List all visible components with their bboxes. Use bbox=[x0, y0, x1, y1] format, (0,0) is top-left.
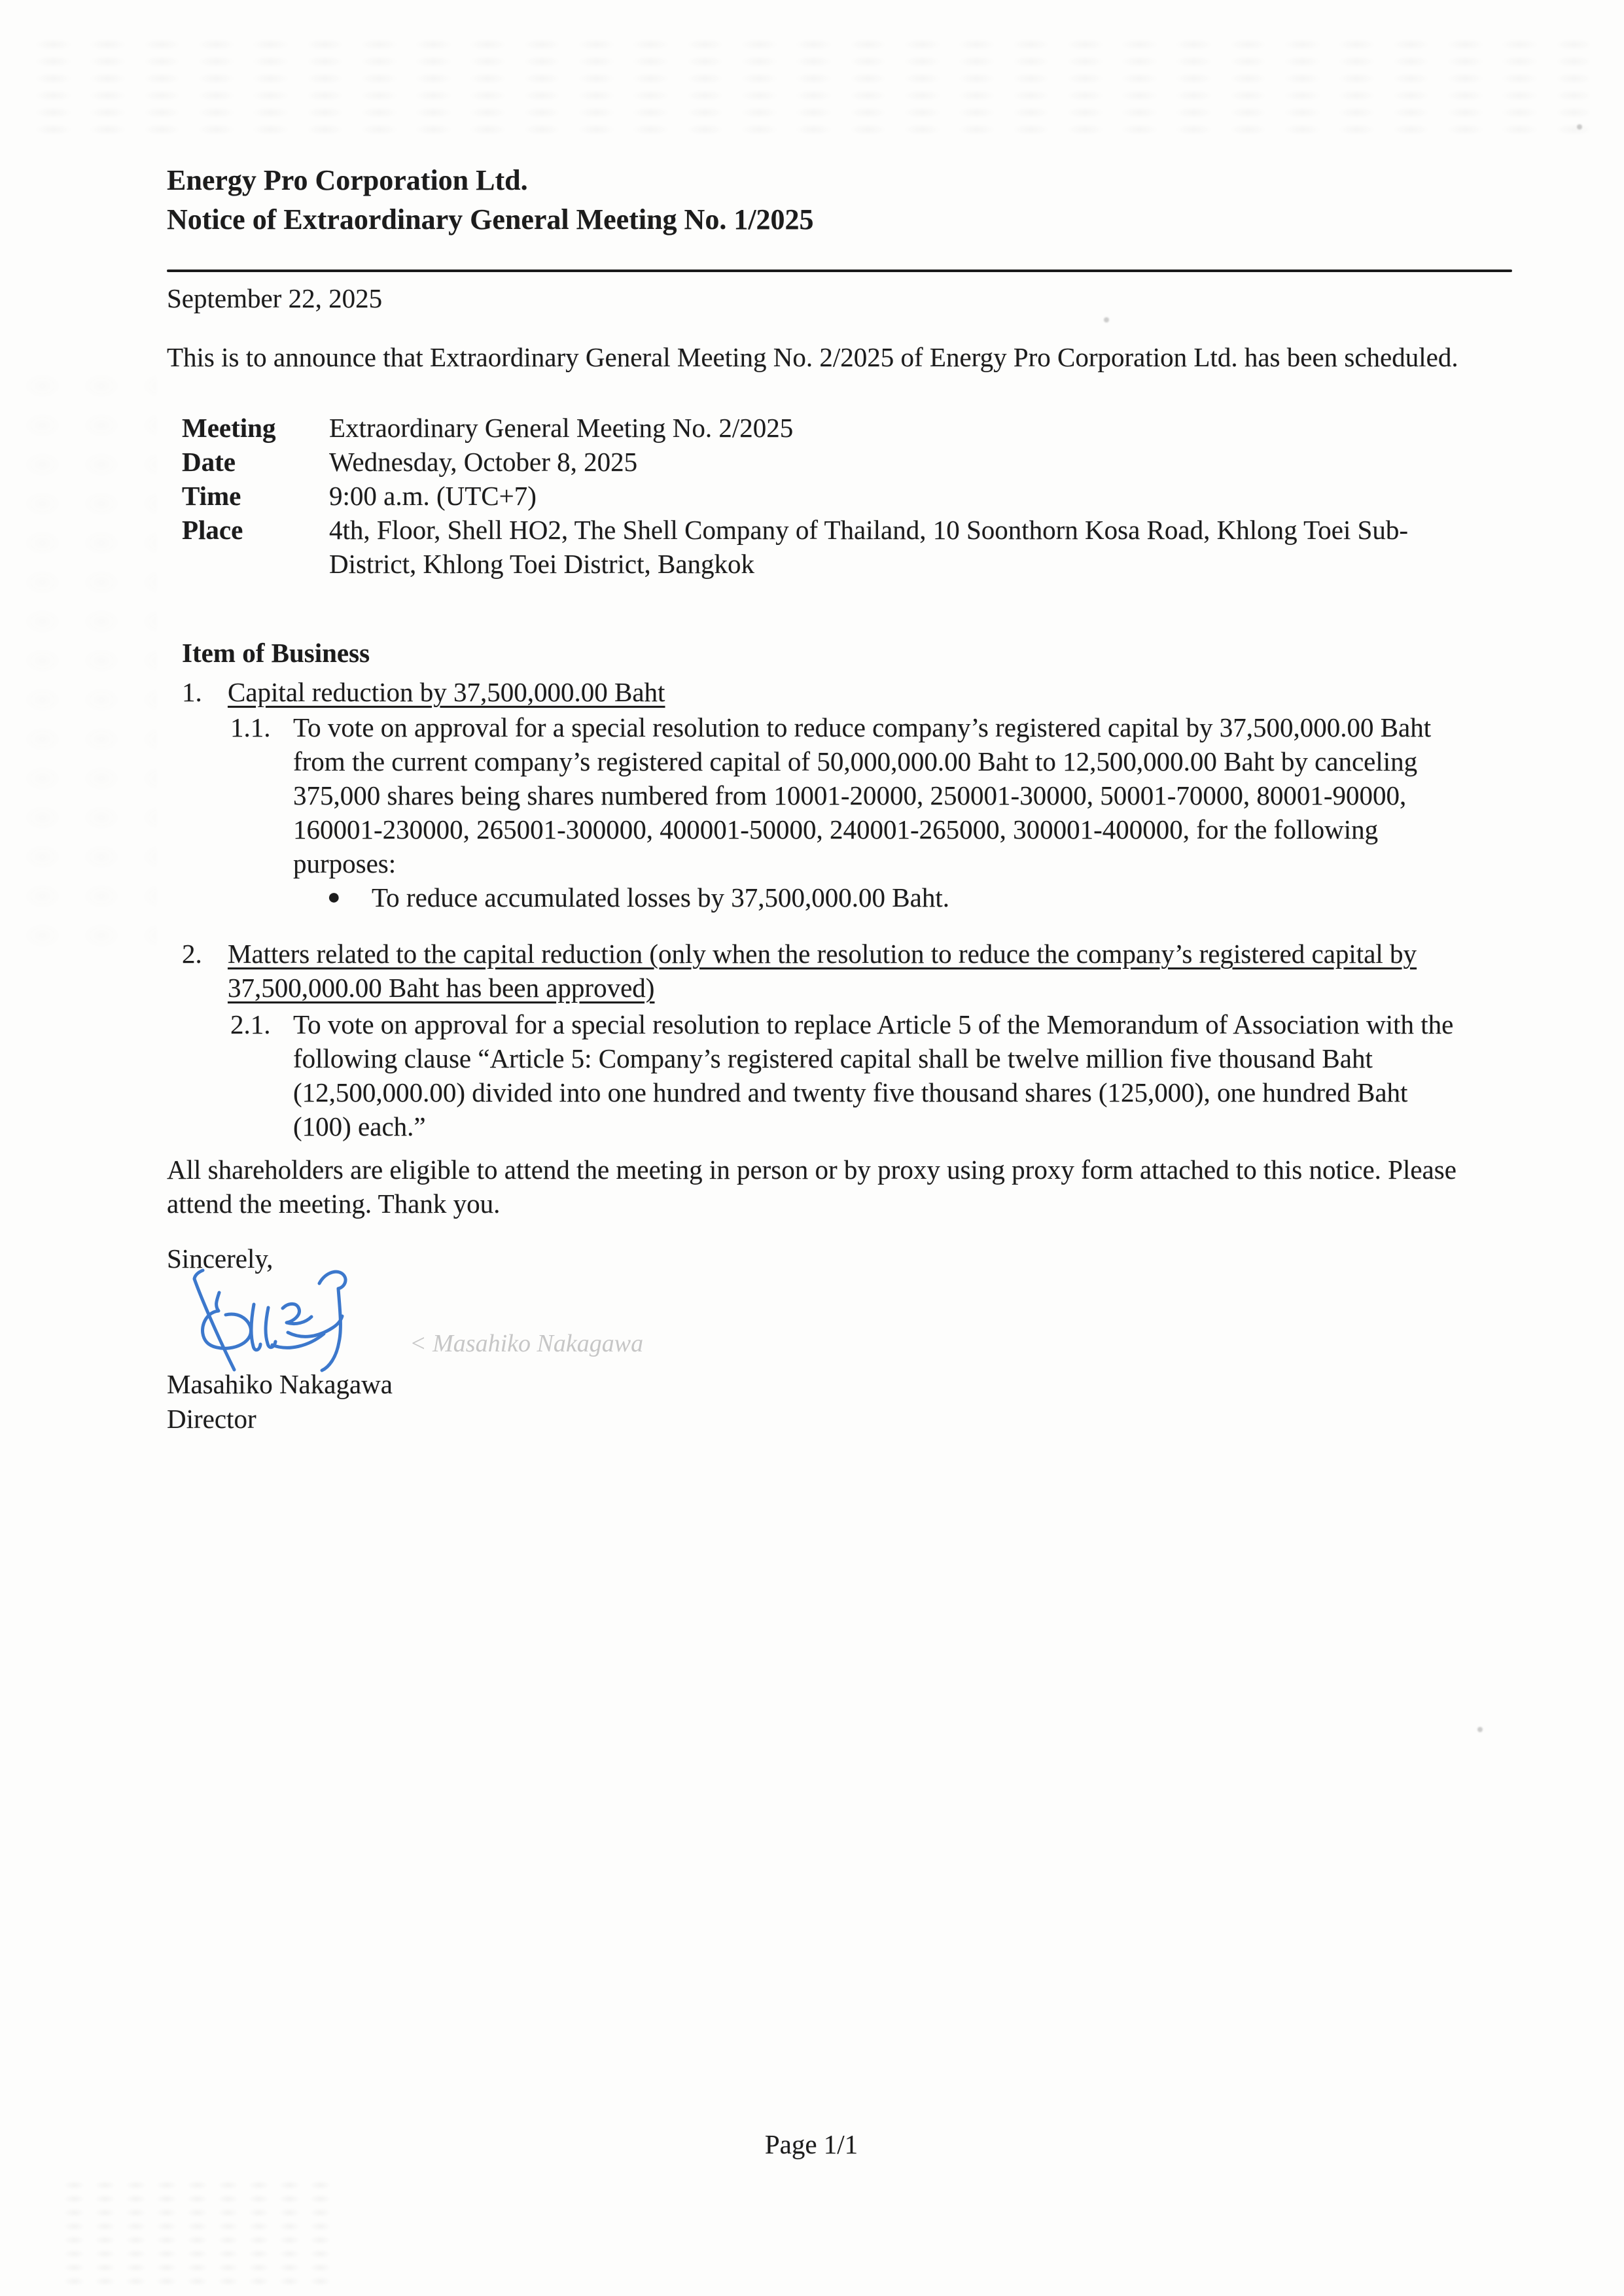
document-title: Notice of Extraordinary General Meeting No. 1/2025 bbox=[167, 203, 814, 235]
signature-stroke bbox=[266, 1308, 275, 1348]
detail-row-time bbox=[182, 479, 1464, 513]
item-1-1-number: 1.1. bbox=[230, 712, 271, 742]
detail-value: Wednesday, October 8, 2025 bbox=[329, 447, 638, 477]
detail-label: Meeting bbox=[182, 413, 276, 443]
detail-label: Time bbox=[182, 481, 241, 511]
detail-row-place bbox=[182, 513, 1464, 581]
closing-paragraph: All shareholders are eligible to attend the meeting in person or by proxy using proxy form attached to this notice. Please attend the meeting. Thank you. bbox=[167, 1155, 1456, 1219]
signature-stroke bbox=[251, 1304, 260, 1350]
purpose-bullet-item bbox=[327, 880, 1439, 914]
item-2-heading: Matters related to the capital reduction (only when the resolution to reduce the company’s registered capital by 37,500,000.00 Baht has been approved) bbox=[228, 939, 1417, 1003]
detail-label: Date bbox=[182, 447, 236, 477]
detail-value: 9:00 a.m. (UTC+7) bbox=[329, 481, 537, 511]
signature-watermark: < Masahiko Nakagawa bbox=[410, 1330, 644, 1357]
intro-paragraph: This is to announce that Extraordinary General Meeting No. 2/2025 of Energy Pro Corporation Ltd. has been scheduled. bbox=[167, 342, 1458, 372]
scan-speck bbox=[1577, 124, 1582, 130]
bullet-text: To reduce accumulated losses by 37,500,000.00 Baht. bbox=[372, 882, 949, 913]
item-1-1-text: To vote on approval for a special resolution to reduce company’s registered capital by 37,500,000.00 Baht from the current company’s registered capital of 50,000,000.00 Baht to 12,500,000.00 Baht by canceling 375,000 shares being shares numbered from 10001-20000, 250001-30000, 50001-70000, 80001-90000, 160001-230000, 265001-300000, 400001-50000, 240001-265000, 300001-400000, for the following purposes: bbox=[293, 712, 1432, 878]
signer-title: Director bbox=[167, 1404, 256, 1434]
signature-stroke bbox=[283, 1304, 311, 1323]
company-name: Energy Pro Corporation Ltd. bbox=[167, 164, 528, 196]
handwritten-signature bbox=[190, 1266, 359, 1378]
item-2-1-text: To vote on approval for a special resolution to replace Article 5 of the Memorandum of Association with the following clause “Article 5: Company’s registered capital shall be twelve million five thousand Baht (12,500,000.00) divided into one hundred and twenty five thousand shares (125,000), one hundred Baht (100) each.” bbox=[293, 1009, 1454, 1141]
items-heading: Item of Business bbox=[182, 638, 370, 668]
page-number: Page 1/1 bbox=[764, 2129, 858, 2159]
scan-noise-left bbox=[13, 366, 157, 955]
sign-off: Sincerely, bbox=[167, 1244, 274, 1274]
scan-noise-bottom bbox=[59, 2178, 340, 2286]
item-1-heading: Capital reduction by 37,500,000.00 Baht bbox=[228, 677, 665, 707]
scan-speck bbox=[1477, 1727, 1483, 1732]
item-2-1-number: 2.1. bbox=[230, 1009, 271, 1039]
letter-date: September 22, 2025 bbox=[167, 283, 383, 313]
signature-stroke bbox=[194, 1270, 234, 1370]
detail-label: Place bbox=[182, 515, 243, 545]
signer-name: Masahiko Nakagawa bbox=[167, 1369, 393, 1399]
detail-row-meeting bbox=[182, 411, 1464, 445]
header-rule bbox=[167, 270, 1512, 272]
detail-value: Extraordinary General Meeting No. 2/2025 bbox=[329, 413, 794, 443]
item-1-number: 1. bbox=[182, 677, 202, 707]
detail-value: 4th, Floor, Shell HO2, The Shell Company of Thailand, 10 Soonthorn Kosa Road, Khlong Toei Sub-District, Khlong Toei District, Bangkok bbox=[329, 515, 1409, 579]
bullet-icon: ● bbox=[327, 885, 341, 909]
scan-speck bbox=[1104, 317, 1109, 322]
meeting-details-table bbox=[182, 411, 1464, 581]
item-2-number: 2. bbox=[182, 939, 202, 969]
detail-row-date bbox=[182, 445, 1464, 479]
scan-noise-top bbox=[26, 36, 1590, 134]
